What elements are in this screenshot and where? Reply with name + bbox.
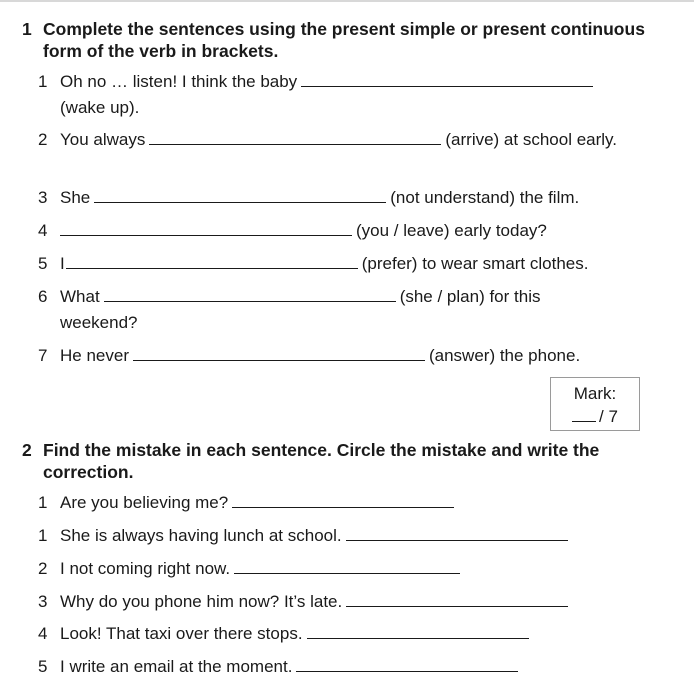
answer-blank[interactable] [232,493,454,508]
item-number: 6 [38,287,48,306]
score-blank[interactable] [572,407,596,422]
correction-item [38,490,658,516]
section-number: 1 [22,19,32,39]
item-text-before: You always [60,130,146,149]
item-text-after: (arrive) at school early. [445,130,618,149]
correction-item [38,621,658,647]
item-text-after: (wake up). [60,98,140,117]
item-number: 5 [38,657,48,676]
item-text-after: (prefer) to wear smart clothes. [361,254,589,273]
item-sentence: Look! That taxi over there stops. [60,624,303,643]
item-text-after: (you / leave) early today? [356,221,547,240]
item-sentence: Why do you phone him now? It’s late. [60,592,343,611]
item-number: 3 [38,592,48,611]
item-text-before: I [60,254,65,273]
answer-blank[interactable] [133,346,425,361]
correction-item [38,589,658,615]
answer-blank[interactable] [66,254,358,269]
item-text-after: (she / plan) for this weekend? [60,287,541,332]
item-sentence: I not coming right now. [60,559,231,578]
item-number: 2 [38,130,48,149]
exercise-item [38,185,658,211]
answer-blank[interactable] [296,657,518,672]
item-number: 1 [38,72,48,91]
item-text-before: She [60,188,91,207]
exercise-item [38,69,658,121]
answer-blank[interactable] [346,526,568,541]
mark-total: / 7 [599,407,618,426]
exercise-item [38,127,658,153]
item-text-after: (answer) the phone. [428,346,581,365]
section-instruction: Complete the sentences using the present simple or present continuous form of the verb in brackets. [43,19,645,61]
item-number: 1 [38,526,48,545]
item-text-before: What [60,287,100,306]
item-number: 4 [38,624,48,643]
item-sentence: Are you believing me? [60,493,229,512]
answer-blank[interactable] [104,287,396,302]
section-instruction: Find the mistake in each sentence. Circle the mistake and write the correction. [43,440,600,482]
item-sentence: I write an email at the moment. [60,657,293,676]
item-number: 1 [38,493,48,512]
correction-item [38,556,658,582]
item-sentence: She is always having lunch at school. [60,526,342,545]
top-divider [0,0,694,2]
section-1-heading [22,18,662,62]
item-number: 4 [38,221,48,240]
mark-box [550,377,640,431]
answer-blank[interactable] [307,624,529,639]
item-number: 5 [38,254,48,273]
item-number: 7 [38,346,48,365]
answer-blank[interactable] [346,592,568,607]
correction-item [38,654,658,680]
answer-blank[interactable] [94,188,386,203]
section-number: 2 [22,440,32,460]
answer-blank[interactable] [234,559,460,574]
answer-blank[interactable] [60,221,352,236]
exercise-item [38,343,658,369]
item-text-before: Oh no … listen! I think the baby [60,72,298,91]
correction-item [38,523,658,549]
item-number: 2 [38,559,48,578]
item-text-before: He never [60,346,129,365]
answer-blank[interactable] [301,72,593,87]
answer-blank[interactable] [149,130,441,145]
exercise-item [38,251,658,277]
item-number: 3 [38,188,48,207]
exercise-item [38,218,658,244]
exercise-item [38,284,658,336]
section-2-heading [22,439,662,483]
mark-label: Mark: [573,384,617,403]
item-text-after: (not understand) the film. [390,188,580,207]
